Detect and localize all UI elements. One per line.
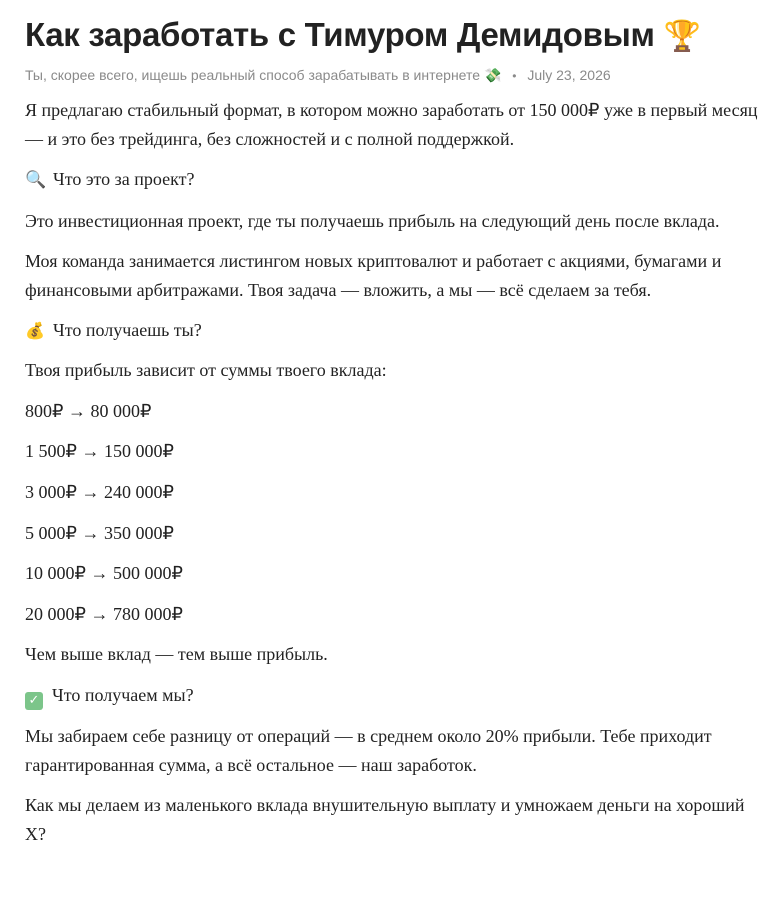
we-get-paragraph-1: Мы забираем себе разницу от операций — в среднем около 20% прибыли. Тебе приходит гарантированная сумма, а всё остальное — наш заработок. (25, 725, 712, 775)
tier-item: 10 000₽ → 500 000₽ (25, 563, 183, 584)
money-bag-icon: 💰 (25, 320, 45, 340)
article-subtitle: Ты, скорее всего, ищешь реальный способ зарабатывать в интернете (25, 67, 481, 83)
section-heading-you-get-text: Что получаешь ты? (53, 319, 202, 340)
money-wings-icon: 💸 (483, 67, 502, 83)
magnifier-icon: 🔍 (25, 170, 47, 190)
profit-lead: Твоя прибыль зависит от суммы твоего вклада: (25, 360, 387, 381)
section-heading-we-get (25, 681, 760, 710)
meta-separator: • (512, 69, 517, 83)
article-body (25, 96, 760, 849)
section-heading-you-get (25, 316, 760, 345)
article-meta (25, 65, 760, 86)
trophy-icon: 🏆 (663, 20, 701, 53)
section-heading-project (25, 165, 760, 195)
we-get-paragraph-2: Как мы делаем из маленького вклада внушительную выплату и умножаем деньги на хороший Х? (25, 794, 745, 844)
project-paragraph-1: Это инвестиционная проект, где ты получаешь прибыль на следующий день после вклада. (25, 210, 720, 231)
section-heading-we-get-text: Что получаем мы? (52, 684, 194, 705)
page-title-text: Как заработать с Тимуром Демидовым (25, 16, 655, 53)
article-date[interactable]: July 23, 2026 (527, 67, 611, 83)
page-title (25, 14, 760, 58)
project-paragraph-2: Моя команда занимается листингом новых криптовалют и работает с акциями, бумагами и финансовыми арбитражами. Твоя задача — вложить, а мы — всё сделаем за тебя. (25, 250, 722, 300)
article (25, 14, 760, 860)
section-heading-project-text: Что это за проект? (53, 169, 195, 189)
tier-item: 3 000₽ → 240 000₽ (25, 481, 174, 502)
intro-paragraph: Я предлагаю стабильный формат, в котором можно заработать от 150 000₽ уже в первый месяц — и это без трейдинга, без сложностей и с полной поддержкой. (25, 100, 758, 149)
tier-item: 1 500₽ → 150 000₽ (25, 441, 174, 462)
tier-item: 20 000₽ → 780 000₽ (25, 603, 183, 624)
tier-item: 800₽ → 80 000₽ (25, 400, 152, 421)
tier-item: 5 000₽ → 350 000₽ (25, 522, 174, 543)
profit-closing: Чем выше вклад — тем выше прибыль. (25, 644, 328, 665)
check-mark-icon: ✓ (25, 692, 43, 710)
